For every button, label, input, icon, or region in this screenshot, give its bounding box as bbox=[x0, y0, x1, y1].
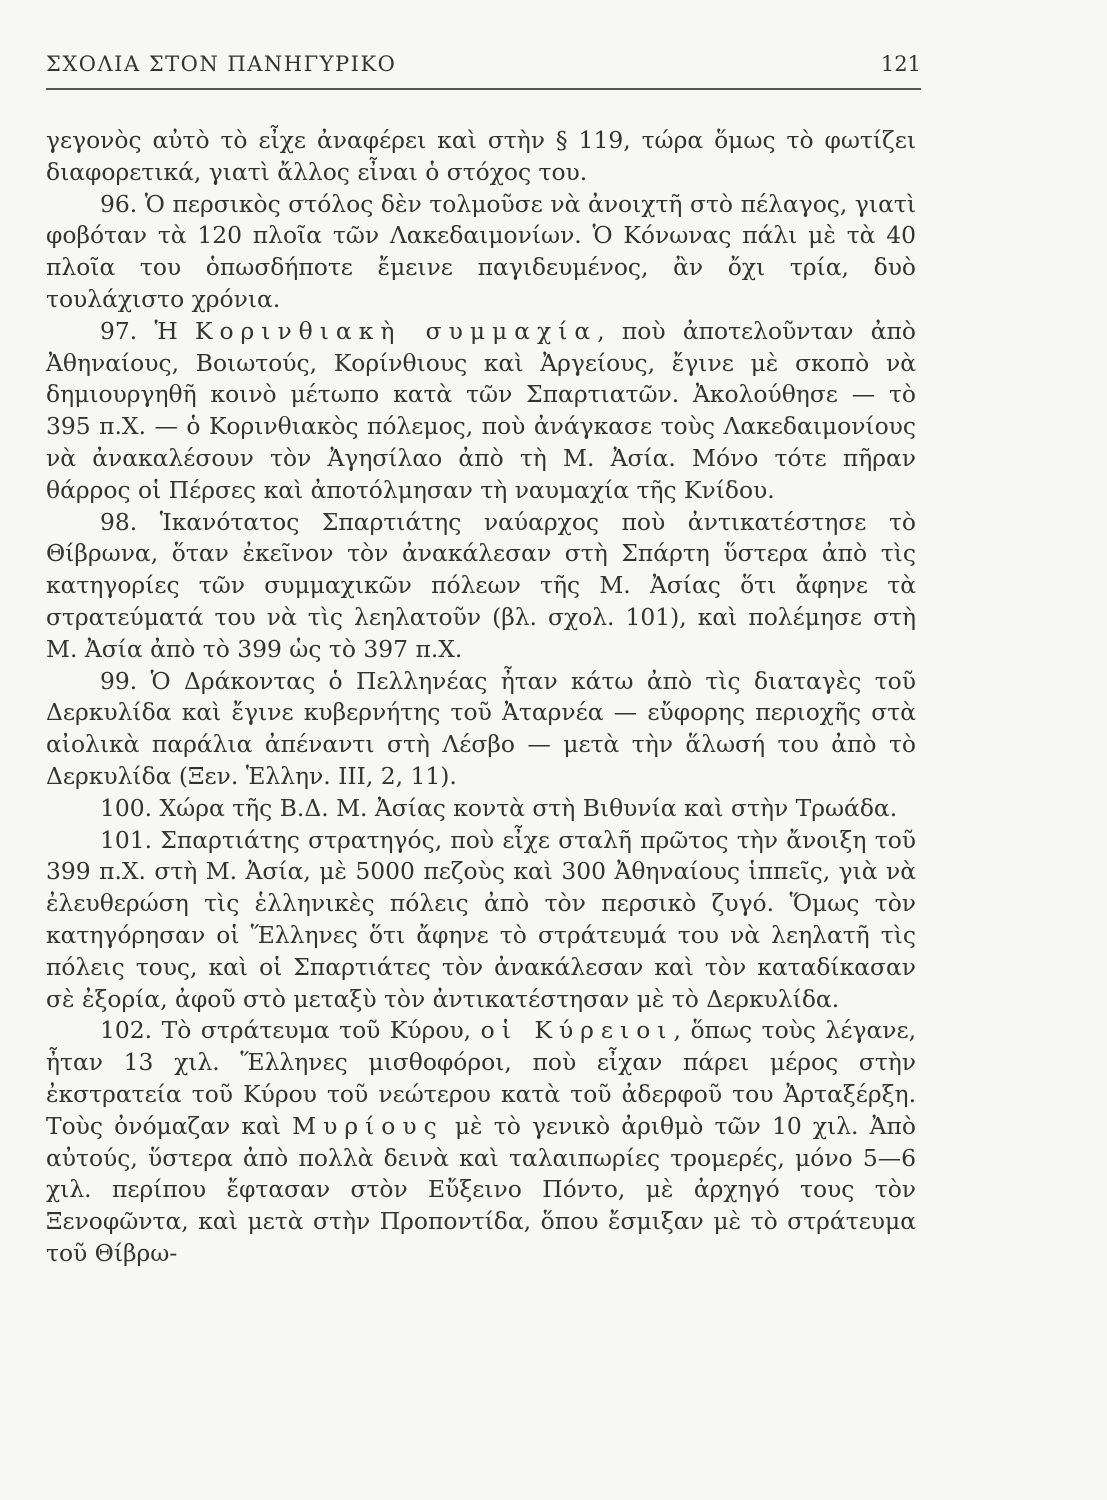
page-number: 121 bbox=[880, 52, 921, 76]
note-99: 99. Ὁ Δράκοντας ὁ Πελληνέας ἦταν κάτω ἀπὸ τὶς διαταγὲς τοῦ Δερκυλίδα καὶ ἔγινε κυβερνήτης τοῦ Ἀταρνέα — εὔφορης περιοχῆς στὰ αἰολικὰ παράλια ἀπέναντι στὴ Λέσβο — μετὰ τὴν ἅλωσή του ἀπὸ τὸ Δερκυλίδα (Ξεν. Ἑλλην. III, 2, 11). bbox=[46, 666, 916, 790]
note-102-number: 102. Τὸ στράτευμα τοῦ Κύρου, bbox=[100, 1016, 481, 1045]
page-header bbox=[46, 48, 921, 90]
note-98: 98. Ἱκανότατος Σπαρτιάτης ναύαρχος ποὺ ἀντικατέστησε τὸ Θίβρωνα, ὅταν ἐκεῖνον τὸν ἀνακάλεσαν στὴ Σπάρτη ὕστερα ἀπὸ τὶς κατηγορίες τῶν συμμαχικῶν πόλεων τῆς Μ. Ἀσίας ὅτι ἄφηνε τὰ στρατεύματά του νὰ τὶς λεηλατοῦν (βλ. σχολ. 101), καὶ πολέμησε στὴ Μ. Ἀσία ἀπὸ τὸ 399 ὡς τὸ 397 π.Χ. bbox=[46, 507, 916, 663]
note-102 bbox=[46, 1015, 916, 1269]
spaced-term: Μυρίους bbox=[292, 1111, 444, 1140]
note-97-number: 97. Ἡ bbox=[100, 316, 195, 345]
note-97-text: , ποὺ ἀποτελοῦνταν ἀπὸ Ἀθηναίους, Βοιωτούς, Κορίνθιους καὶ Ἀργείους, ἔγινε μὲ σκοπὸ νὰ δημιουργηθῆ κοινὸ μέτωπο κατὰ τῶν Σπαρτιατῶν. Ἀκολούθησε — τὸ 395 π.Χ. — ὁ Κορινθιακὸς πόλεμος, ποὺ ἀνάγκασε τοὺς Λακεδαιμονίους νὰ ἀνακαλέσουν τὸν Ἀγησίλαο ἀπὸ τὴ Μ. Ἀσία. Μόνο τότε πῆραν θάρρος οἱ Πέρσες καὶ ἀποτόλμησαν τὴ ναυμαχία τῆς Κνίδου. bbox=[46, 316, 917, 504]
spaced-term: Κορινθιακὴ συμμαχία bbox=[194, 316, 598, 345]
note-97 bbox=[46, 316, 916, 507]
note-102-text: , ὅπως τοὺς λέγανε, ἦταν 13 χιλ. Ἕλληνες μισθοφόροι, ποὺ εἶχαν πάρει μέρος στὴν ἐκστρατεία τοῦ Κύρου τοῦ νεώτερου κατὰ τοῦ ἀδερφοῦ του Ἀρταξέρξη. Τοὺς ὀνόμαζαν καὶ bbox=[46, 1016, 917, 1140]
note-100: 100. Χώρα τῆς Β.Δ. Μ. Ἀσίας κοντὰ στὴ Βιθυνία καὶ στὴν Τρωάδα. bbox=[100, 793, 898, 822]
note-101: 101. Σπαρτιάτης στρατηγός, ποὺ εἶχε σταλῆ πρῶτος τὴν ἄνοιξη τοῦ 399 π.Χ. στὴ Μ. Ἀσία, μὲ 5000 πεζοὺς καὶ 300 Ἀθηναίους ἱππεῖς, γιὰ νὰ ἐλευθερώση τὶς ἑλληνικὲς πόλεις ἀπὸ τὸν περσικὸ ζυγό. Ὅμως τὸν κατηγόρησαν οἱ Ἕλληνες ὅτι ἄφηνε τὸ στράτευμά του νὰ λεηλατῆ τὶς πόλεις τους, καὶ οἱ Σπαρτιάτες τὸν ἀνακάλεσαν καὶ τὸν καταδίκασαν σὲ ἐξορία, ἀφοῦ στὸ μεταξὺ τὸν ἀντικατέστησαν μὲ τὸ Δερκυλίδα. bbox=[46, 825, 916, 1013]
note-102-text-end: μὲ τὸ γενικὸ ἀριθμὸ τῶν 10 χιλ. Ἀπὸ αὐτούς, ὕστερα ἀπὸ πολλὰ δεινὰ καὶ ταλαιπωρίες τρομερές, μόνο 5—6 χιλ. περίπου ἔφτασαν στὸν Εὔξεινο Πόντο, μὲ ἀρχηγό τους τὸν Ξενοφῶντα, καὶ μετὰ στὴν Προποντίδα, ὅπου ἔσμιξαν μὲ τὸ στράτευμα τοῦ Θίβρω- bbox=[46, 1111, 917, 1267]
body-text bbox=[46, 125, 916, 1270]
spaced-term: οἱ Κύρειοι bbox=[480, 1016, 674, 1045]
running-head: ΣΧΟΛΙΑ ΣΤΟΝ ΠΑΝΗΓΥΡΙΚΟ bbox=[46, 52, 397, 76]
paragraph-continuation: γεγονὸς αὐτὸ τὸ εἶχε ἀναφέρει καὶ στὴν § 119, τώρα ὅμως τὸ φωτίζει διαφορετικά, γιατὶ ἄλλος εἶναι ὁ στόχος του. bbox=[46, 126, 916, 186]
note-96: 96. Ὁ περσικὸς στόλος δὲν τολμοῦσε νὰ ἀνοιχτῆ στὸ πέλαγος, γιατὶ φοβόταν τὰ 120 πλοῖα τῶν Λακεδαιμονίων. Ὁ Κόνωνας πάλι μὲ τὰ 40 πλοῖα του ὁπωσδήποτε ἔμεινε παγιδευμένος, ἂν ὄχι τρία, δυὸ τουλάχιστο χρόνια. bbox=[46, 189, 916, 313]
